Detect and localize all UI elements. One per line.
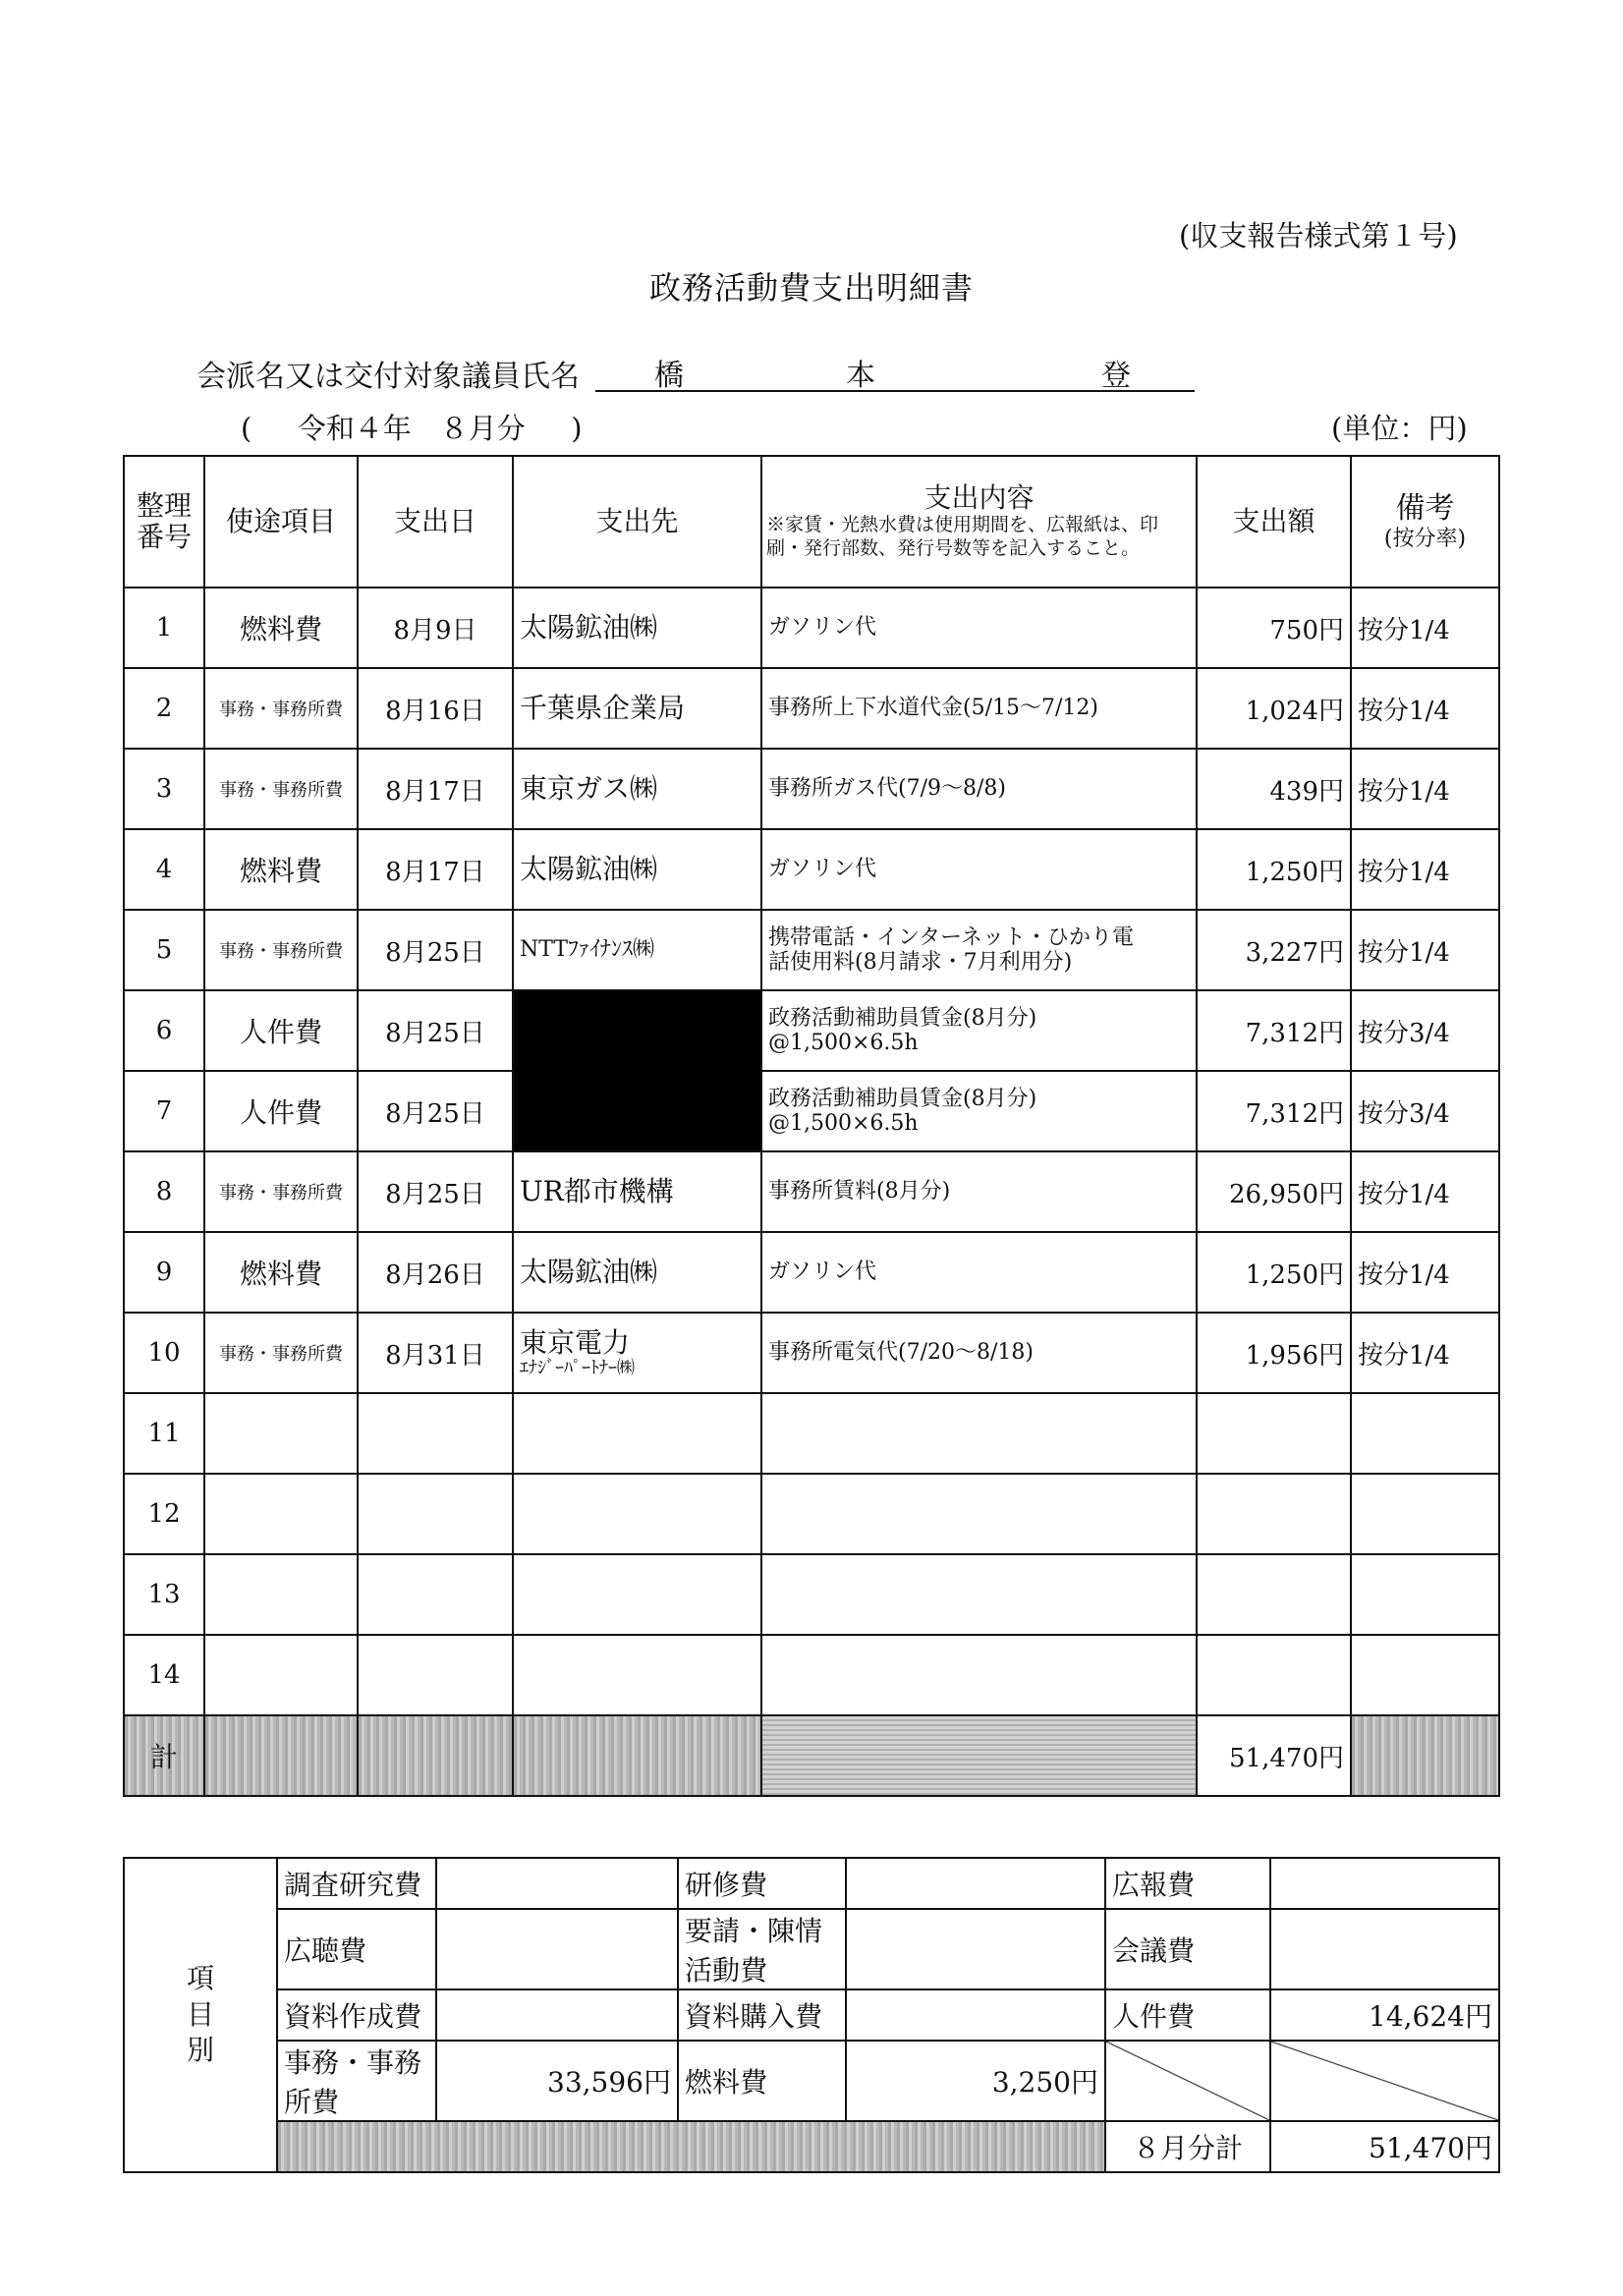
content-text: 事務所電気代(7/20～8/18) (768, 1340, 1034, 1366)
summary-row (124, 1909, 1499, 1989)
row-content (761, 910, 1197, 990)
row-amount: 1,024円 (1197, 668, 1351, 749)
row-amount: 7,312円 (1197, 1071, 1351, 1151)
summary-value (846, 1989, 1105, 2041)
row-number: 2 (124, 668, 204, 749)
period-open: ( (241, 412, 252, 445)
table-row (124, 1554, 1499, 1635)
content-text: ガソリン代 (768, 615, 877, 641)
row-payee (513, 1474, 761, 1554)
row-remarks: 按分1/4 (1351, 588, 1499, 668)
row-amount: 26,950円 (1197, 1151, 1351, 1232)
summary-label: 広報費 (1105, 1858, 1270, 1909)
row-number: 4 (124, 829, 204, 910)
row-amount (1197, 1393, 1351, 1474)
row-content (761, 668, 1197, 749)
row-date (358, 1474, 513, 1554)
row-purpose: 事務・事務所費 (204, 749, 358, 829)
row-number: 12 (124, 1474, 204, 1554)
month-total-label: ８月分計 (1105, 2121, 1270, 2172)
name-part: 登 (1101, 359, 1131, 393)
row-payee (513, 1151, 761, 1232)
category-summary-table (123, 1857, 1500, 2173)
row-date (358, 1635, 513, 1715)
row-date (358, 1554, 513, 1635)
payee-name: 東京電力 (520, 1325, 631, 1359)
summary-shade (277, 2121, 1105, 2172)
row-number: 5 (124, 910, 204, 990)
header-content: 支出内容 ※家賃・光熱水費は使用期間を、広報紙は、印刷・発行部数、発行号数等を記入すること。 (761, 456, 1197, 588)
row-date: 8月25日 (358, 990, 513, 1071)
row-number: 1 (124, 588, 204, 668)
summary-value (436, 1909, 678, 1989)
row-remarks (1351, 1635, 1499, 1715)
row-amount: 750円 (1197, 588, 1351, 668)
summary-label: 要請・陳情活動費 (678, 1909, 846, 1989)
payee-name: 太陽鉱油㈱ (520, 852, 658, 885)
total-row (124, 1715, 1499, 1796)
row-date: 8月16日 (358, 668, 513, 749)
summary-row (124, 1989, 1499, 2041)
row-purpose: 燃料費 (204, 588, 358, 668)
row-remarks: 按分1/4 (1351, 910, 1499, 990)
content-text: ガソリン代 (768, 857, 877, 882)
table-row (124, 1393, 1499, 1474)
row-content (761, 749, 1197, 829)
period-text: 令和４年 ８月分 (297, 412, 526, 445)
row-payee (513, 749, 761, 829)
row-number: 8 (124, 1151, 204, 1232)
row-payee (513, 1554, 761, 1635)
row-payee (513, 1393, 761, 1474)
row-content (761, 1313, 1197, 1393)
row-payee (513, 1232, 761, 1313)
payee-name: 東京ガス㈱ (520, 771, 658, 805)
row-content (761, 1554, 1197, 1635)
table-row (124, 1635, 1499, 1715)
row-date: 8月17日 (358, 749, 513, 829)
header-no: 整理 番号 (124, 456, 204, 588)
content-text: 事務所上下水道代金(5/15～7/12) (768, 696, 1098, 721)
table-row (124, 990, 1499, 1071)
row-number: 11 (124, 1393, 204, 1474)
payee-name: UR都市機構 (520, 1174, 674, 1207)
row-date: 8月25日 (358, 910, 513, 990)
content-text-line2: @1,500×6.5h (768, 1111, 919, 1136)
row-amount: 439円 (1197, 749, 1351, 829)
summary-row (124, 2041, 1499, 2121)
row-purpose: 事務・事務所費 (204, 1313, 358, 1393)
table-header-row (124, 456, 1499, 588)
row-payee (513, 910, 761, 990)
row-content (761, 1635, 1197, 1715)
payee-name-line2: ｴﾅｼﾞｰﾊﾟｰﾄﾅｰ㈱ (520, 1357, 635, 1378)
row-content (761, 1474, 1197, 1554)
summary-value (1270, 1858, 1499, 1909)
row-remarks: 按分1/4 (1351, 1151, 1499, 1232)
row-payee (513, 1313, 761, 1393)
total-shade (358, 1715, 513, 1796)
row-date: 8月31日 (358, 1313, 513, 1393)
unit-label: (単位：円) (1331, 412, 1468, 445)
table-row (124, 910, 1499, 990)
summary-label: 人件費 (1105, 1989, 1270, 2041)
name-label: 会派名又は交付対象議員氏名 (196, 360, 580, 394)
header-remarks: 備考 (按分率) (1351, 456, 1499, 588)
payee-name: 太陽鉱油㈱ (520, 1255, 658, 1288)
total-amount: 51,470円 (1197, 1715, 1351, 1796)
row-remarks: 按分1/4 (1351, 749, 1499, 829)
name-part: 橋 (654, 359, 684, 393)
row-purpose: 燃料費 (204, 1232, 358, 1313)
row-remarks: 按分1/4 (1351, 1313, 1499, 1393)
total-shade (761, 1715, 1197, 1796)
expense-table (123, 455, 1500, 1797)
header-content-note: ※家賃・光熱水費は使用期間を、広報紙は、印刷・発行部数、発行号数等を記入すること。 (766, 514, 1159, 560)
table-row (124, 829, 1499, 910)
row-purpose (204, 1393, 358, 1474)
summary-row (124, 1858, 1499, 1909)
row-payee (513, 829, 761, 910)
summary-label: 燃料費 (678, 2041, 846, 2121)
period-close: ) (571, 412, 583, 445)
row-number: 13 (124, 1554, 204, 1635)
header-payee: 支出先 (513, 456, 761, 588)
content-text: 政務活動補助員賃金(8月分) (768, 1086, 1037, 1111)
period (241, 407, 583, 447)
row-content (761, 1151, 1197, 1232)
total-shade (204, 1715, 358, 1796)
table-row (124, 1151, 1499, 1232)
row-number: 3 (124, 749, 204, 829)
row-amount (1197, 1635, 1351, 1715)
table-row (124, 668, 1499, 749)
redacted-payee (513, 990, 761, 1151)
member-name (595, 349, 1195, 392)
row-remarks: 按分1/4 (1351, 1232, 1499, 1313)
row-payee (513, 588, 761, 668)
row-number: 6 (124, 990, 204, 1071)
row-date: 8月25日 (358, 1151, 513, 1232)
row-date: 8月26日 (358, 1232, 513, 1313)
table-row (124, 749, 1499, 829)
content-text: 事務所ガス代(7/9～8/8) (768, 776, 1006, 802)
row-number: 7 (124, 1071, 204, 1151)
header-amount: 支出額 (1197, 456, 1351, 588)
summary-total-row (124, 2121, 1499, 2172)
summary-label: 広聴費 (277, 1909, 436, 1989)
summary-value (436, 1858, 678, 1909)
total-label: 計 (124, 1715, 204, 1796)
summary-value: 33,596円 (436, 2041, 678, 2121)
summary-blank-diagonal (1105, 2041, 1270, 2121)
row-payee (513, 668, 761, 749)
row-amount: 1,956円 (1197, 1313, 1351, 1393)
table-row (124, 1071, 1499, 1151)
row-amount: 1,250円 (1197, 829, 1351, 910)
summary-value (436, 1989, 678, 2041)
row-payee (513, 1635, 761, 1715)
summary-label: 会議費 (1105, 1909, 1270, 1989)
row-date: 8月9日 (358, 588, 513, 668)
row-content (761, 588, 1197, 668)
content-text: ガソリン代 (768, 1260, 877, 1285)
row-remarks: 按分1/4 (1351, 829, 1499, 910)
row-purpose (204, 1474, 358, 1554)
form-number: (収支報告様式第１号) (1179, 219, 1458, 252)
payee-name: NTTﾌｧｲﾅﾝｽ㈱ (520, 937, 655, 963)
row-amount: 1,250円 (1197, 1232, 1351, 1313)
document-title: 政務活動費支出明細書 (648, 269, 974, 307)
summary-value: 14,624円 (1270, 1989, 1499, 2041)
row-purpose: 人件費 (204, 1071, 358, 1151)
content-text: 携帯電話・インターネット・ひかり電 (768, 924, 1135, 950)
month-total-value: 51,470円 (1270, 2121, 1499, 2172)
payee-name: 千葉県企業局 (520, 691, 686, 724)
row-content (761, 990, 1197, 1071)
row-number: 10 (124, 1313, 204, 1393)
row-remarks (1351, 1554, 1499, 1635)
row-date: 8月25日 (358, 1071, 513, 1151)
content-text: 事務所賃料(8月分) (768, 1179, 951, 1204)
row-content (761, 1232, 1197, 1313)
summary-label: 研修費 (678, 1858, 846, 1909)
header-date: 支出日 (358, 456, 513, 588)
table-row (124, 1232, 1499, 1313)
summary-label: 資料購入費 (678, 1989, 846, 2041)
row-content (761, 1071, 1197, 1151)
total-shade (513, 1715, 761, 1796)
summary-label: 資料作成費 (277, 1989, 436, 2041)
payee-name: 太陽鉱油㈱ (520, 610, 658, 644)
summary-value (1270, 1909, 1499, 1989)
row-purpose: 燃料費 (204, 829, 358, 910)
row-number: 9 (124, 1232, 204, 1313)
content-text: 政務活動補助員賃金(8月分) (768, 1005, 1037, 1031)
row-content (761, 1393, 1197, 1474)
summary-value (846, 1858, 1105, 1909)
row-date: 8月17日 (358, 829, 513, 910)
row-remarks: 按分3/4 (1351, 1071, 1499, 1151)
row-purpose (204, 1635, 358, 1715)
name-part: 本 (846, 359, 875, 393)
summary-value (846, 1909, 1105, 1989)
total-shade (1351, 1715, 1499, 1796)
summary-value: 3,250円 (846, 2041, 1105, 2121)
row-purpose: 人件費 (204, 990, 358, 1071)
header-purpose: 使途項目 (204, 456, 358, 588)
row-amount (1197, 1474, 1351, 1554)
summary-side-label: 項 目 別 (124, 1858, 277, 2172)
row-purpose: 事務・事務所費 (204, 668, 358, 749)
table-row (124, 1313, 1499, 1393)
table-row (124, 1474, 1499, 1554)
summary-blank-diagonal (1270, 2041, 1499, 2121)
row-remarks: 按分1/4 (1351, 668, 1499, 749)
row-date (358, 1393, 513, 1474)
row-remarks (1351, 1393, 1499, 1474)
row-number: 14 (124, 1635, 204, 1715)
content-text-line2: 話使用料(8月請求・7月利用分) (768, 950, 1073, 975)
row-content (761, 829, 1197, 910)
row-amount: 7,312円 (1197, 990, 1351, 1071)
row-purpose: 事務・事務所費 (204, 1151, 358, 1232)
row-amount (1197, 1554, 1351, 1635)
row-purpose: 事務・事務所費 (204, 910, 358, 990)
content-text-line2: @1,500×6.5h (768, 1031, 919, 1055)
table-row (124, 588, 1499, 668)
row-purpose (204, 1554, 358, 1635)
row-amount: 3,227円 (1197, 910, 1351, 990)
row-remarks (1351, 1474, 1499, 1554)
summary-label: 調査研究費 (277, 1858, 436, 1909)
row-remarks: 按分3/4 (1351, 990, 1499, 1071)
summary-label: 事務・事務所費 (277, 2041, 436, 2121)
